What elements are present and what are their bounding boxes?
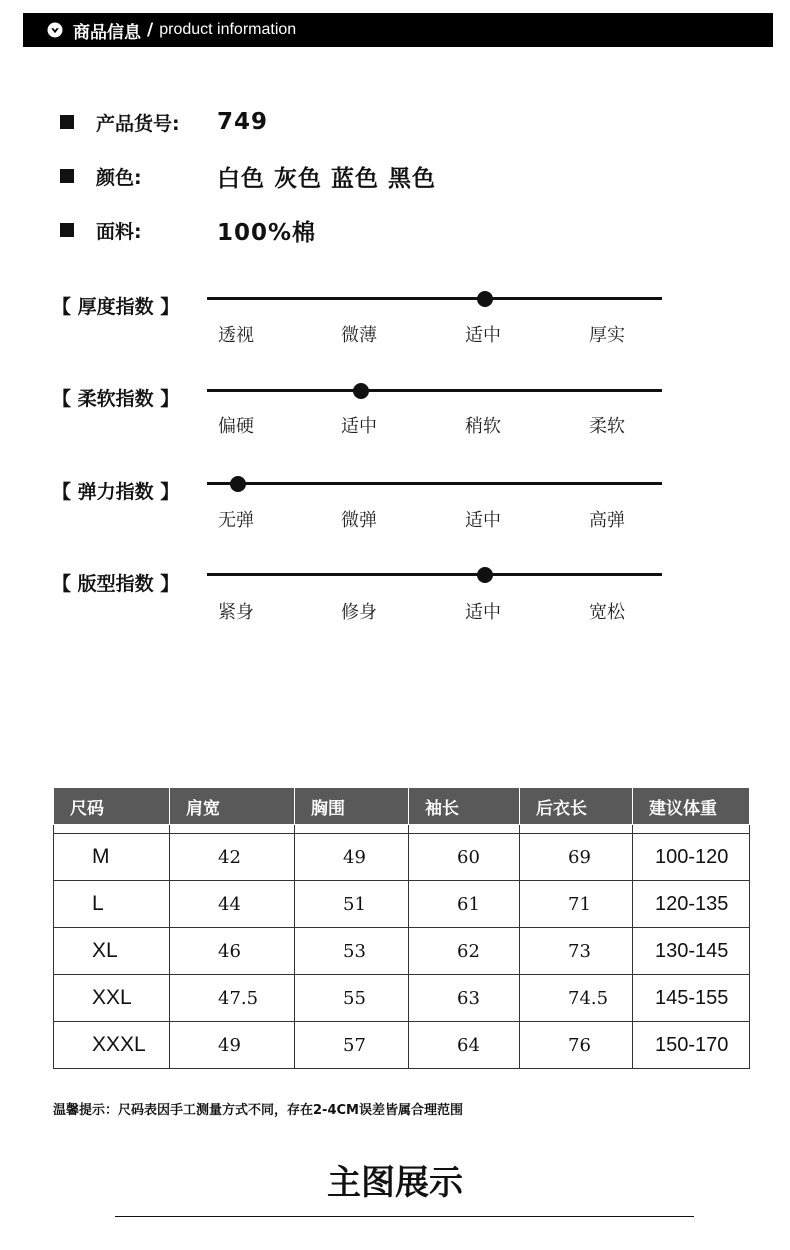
section-title: 主图展示 xyxy=(327,1163,463,1203)
table-cell: 42 xyxy=(170,834,295,881)
table-row xyxy=(54,928,750,975)
column-header: 肩宽 xyxy=(170,788,295,825)
table-cell: 71 xyxy=(520,881,633,928)
index-option: 宽松 xyxy=(589,602,625,623)
index-title: 【 版型指数 】 xyxy=(52,573,180,595)
table-cell: 64 xyxy=(409,1022,520,1069)
column-header: 后衣长 xyxy=(520,788,633,825)
index-option: 适中 xyxy=(465,510,501,531)
size-table xyxy=(53,787,750,1069)
column-header: 袖长 xyxy=(409,788,520,825)
table-cell: 145-155 xyxy=(633,975,750,1022)
index-option: 偏硬 xyxy=(218,416,254,437)
table-cell: 57 xyxy=(295,1022,409,1069)
table-cell: XL xyxy=(54,928,170,975)
index-option: 稍软 xyxy=(465,416,501,437)
table-row xyxy=(54,975,750,1022)
index-line xyxy=(207,297,662,300)
table-cell: 61 xyxy=(409,881,520,928)
size-note: 温馨提示：尺码表因手工测量方式不同，存在2-4CM误差皆属合理范围 xyxy=(53,1103,463,1118)
table-cell: 74.5 xyxy=(520,975,633,1022)
table-cell: 49 xyxy=(170,1022,295,1069)
header-title-en: product information xyxy=(159,21,297,38)
column-header: 胸围 xyxy=(295,788,409,825)
header-bar xyxy=(23,13,773,47)
table-cell: 76 xyxy=(520,1022,633,1069)
index-option: 适中 xyxy=(465,602,501,623)
index-line xyxy=(207,389,662,392)
index-option: 厚实 xyxy=(589,325,625,346)
header-title-cn: 商品信息 xyxy=(73,22,141,43)
heart-icon xyxy=(47,22,63,38)
table-cell: 44 xyxy=(170,881,295,928)
index-title: 【 柔软指数 】 xyxy=(52,388,180,410)
table-cell: 47.5 xyxy=(170,975,295,1022)
column-header: 建议体重 xyxy=(633,788,750,825)
attribute-label: 产品货号: xyxy=(96,112,180,135)
index-option: 紧身 xyxy=(218,602,254,623)
column-header: 尺码 xyxy=(54,788,170,825)
attribute-row-color xyxy=(60,161,437,192)
index-title: 【 厚度指数 】 xyxy=(52,296,180,318)
index-option: 柔软 xyxy=(589,416,625,437)
table-cell: 51 xyxy=(295,881,409,928)
table-cell: 130-145 xyxy=(633,928,750,975)
index-option: 无弹 xyxy=(218,510,254,531)
header-separator: / xyxy=(147,20,154,40)
index-option: 高弹 xyxy=(589,510,625,531)
table-cell: XXXL xyxy=(54,1022,170,1069)
index-option: 透视 xyxy=(218,325,254,346)
index-option: 修身 xyxy=(341,602,377,623)
table-spacer-row xyxy=(54,825,750,834)
table-cell: 55 xyxy=(295,975,409,1022)
index-option: 适中 xyxy=(341,416,377,437)
bullet-square-icon xyxy=(60,115,74,129)
table-cell: L xyxy=(54,881,170,928)
index-marker xyxy=(230,476,246,492)
bullet-square-icon xyxy=(60,169,74,183)
attribute-value: 白色 灰色 蓝色 黑色 xyxy=(217,165,437,192)
attribute-row-fabric xyxy=(60,215,317,246)
table-cell: 49 xyxy=(295,834,409,881)
table-cell: 62 xyxy=(409,928,520,975)
index-option: 微薄 xyxy=(341,325,377,346)
attribute-value: 749 xyxy=(217,109,269,135)
bullet-square-icon xyxy=(60,223,74,237)
table-row xyxy=(54,1022,750,1069)
section-divider xyxy=(115,1216,694,1217)
attribute-label: 颜色: xyxy=(96,166,142,189)
table-cell: 69 xyxy=(520,834,633,881)
table-cell: 100-120 xyxy=(633,834,750,881)
index-marker xyxy=(477,567,493,583)
table-cell: 60 xyxy=(409,834,520,881)
table-cell: 63 xyxy=(409,975,520,1022)
attribute-value: 100%棉 xyxy=(217,219,317,246)
index-title: 【 弹力指数 】 xyxy=(52,481,180,503)
table-cell: 150-170 xyxy=(633,1022,750,1069)
index-option: 微弹 xyxy=(341,510,377,531)
table-cell: M xyxy=(54,834,170,881)
table-cell: 120-135 xyxy=(633,881,750,928)
table-row xyxy=(54,834,750,881)
table-cell: 53 xyxy=(295,928,409,975)
index-marker xyxy=(477,291,493,307)
table-row xyxy=(54,881,750,928)
table-cell: 73 xyxy=(520,928,633,975)
table-cell: XXL xyxy=(54,975,170,1022)
index-line xyxy=(207,573,662,576)
attribute-label: 面料: xyxy=(96,220,142,243)
size-table-header xyxy=(54,788,750,825)
index-line xyxy=(207,482,662,485)
attribute-row-sku xyxy=(60,107,269,137)
index-marker xyxy=(353,383,369,399)
index-option: 适中 xyxy=(465,325,501,346)
table-cell: 46 xyxy=(170,928,295,975)
